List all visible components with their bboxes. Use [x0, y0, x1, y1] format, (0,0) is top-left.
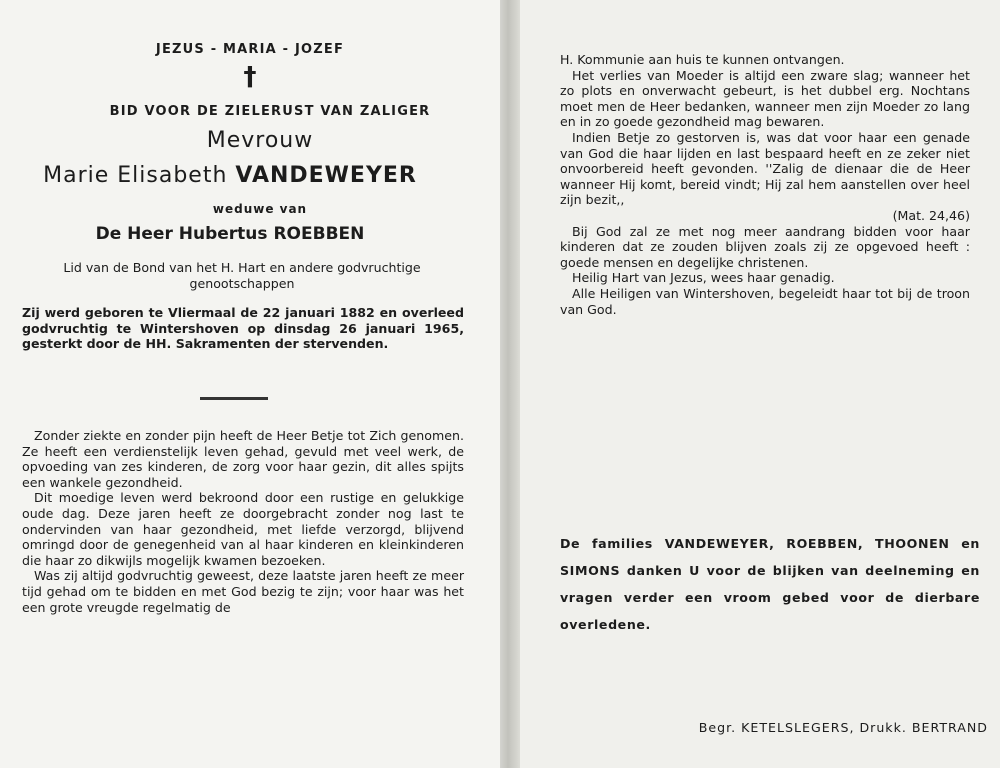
text-block-right: [560, 52, 970, 317]
thanks-block: [560, 530, 980, 638]
life-dates: Zij werd geboren te Vliermaal de 22 januari 1882 en overleed godvruchtig te Wintershoven op dinsdag 26 januari 1965, gesterkt door de HH. Sakramenten der stervenden.: [22, 305, 464, 352]
widow-of: weduwe van: [212, 202, 308, 216]
paragraph-r6: Alle Heiligen van Wintershoven, begeleidt haar tot bij de troon van God.: [560, 285, 970, 317]
husband-last: ROEBBEN: [273, 224, 365, 244]
deceased-name: [0, 163, 480, 188]
title: Mevrouw: [206, 128, 314, 153]
citation: (Mat. 24,46): [892, 207, 970, 223]
husband-name: [0, 224, 480, 244]
printer-credit: Begr. KETELSLEGERS, Drukk. BERTRAND: [698, 720, 988, 735]
husband-prefix: De Heer Hubertus: [95, 224, 268, 244]
paragraph-r3: Indien Betje zo gestorven is, was dat voor haar een genade van God die haar lijden en last bespaard heeft en ze zeker niet onvoorbereid heeft gevonden. ''Zalig de dienaar die de Heer wanneer Hij komt, bereid vindt; Hij zal hem aanstellen over heel zijn bezit,,: [560, 129, 970, 208]
paragraph-2: Dit moedige leven werd bekroond door een rustige en gelukkige oude dag. Deze jaren heeft ze doorgebracht zonder nog last te ondervinden van haar gezondheid, met liefde verzorgd, blijvend omringd door de genegenheid van al haar kinderen en kleinkinderen die haar zo dikwijls mogelijk kwamen bezoeken.: [22, 490, 464, 568]
invocation: JEZUS - MARIA - JOZEF: [155, 42, 345, 57]
page-fold: [500, 0, 520, 768]
name-last: VANDEWEYER: [235, 163, 417, 188]
text-block-left: [22, 428, 464, 615]
paragraph-1: Zonder ziekte en zonder pijn heeft de Heer Betje tot Zich genomen. Ze heeft een verdienstelijk leven gehad, gevuld met veel werk, de opvoeding van zes kinderen, de zorg voor haar gezin, dit alles spijts een wankele gezondheid.: [22, 428, 464, 490]
name-first: Marie Elisabeth: [43, 163, 228, 188]
paragraph-r1: H. Kommunie aan huis te kunnen ontvangen.: [560, 52, 845, 67]
paragraph-r5: Heilig Hart van Jezus, wees haar genadig.: [572, 270, 835, 286]
cross-icon: †: [243, 62, 257, 92]
paragraph-r2: Het verlies van Moeder is altijd een zware slag; wanneer het zo plots en onverwacht gebeurt, is het dubbel erg. Nochtans moet men de Heer bedanken, wanneer men zijn Moeder zo lang en in zo goede gezondheid mag bewaren.: [560, 67, 970, 130]
prayer-heading: BID VOOR DE ZIELERUST VAN ZALIGER: [109, 104, 431, 119]
paragraph-r4: Bij God zal ze met nog meer aandrang bidden voor haar kinderen dat ze zouden blijven zoals zij ze opgevoed heeft : goede mensen en degelijke christenen.: [560, 223, 970, 270]
divider: [200, 397, 268, 400]
membership: Lid van de Bond van het H. Hart en andere godvruchtige genootschappen: [63, 260, 421, 291]
thanks-text: De families VANDEWEYER, ROEBBEN, THOONEN en SIMONS danken U voor de blijken van deelneming en vragen verder een vroom gebed voor de dierbare overledene.: [560, 536, 980, 632]
paragraph-3: Was zij altijd godvruchtig geweest, deze laatste jaren heeft ze meer tijd gehad om te bidden en met God bezig te zijn; voor haar was het een grote vreugde regelmatig de: [22, 568, 464, 615]
